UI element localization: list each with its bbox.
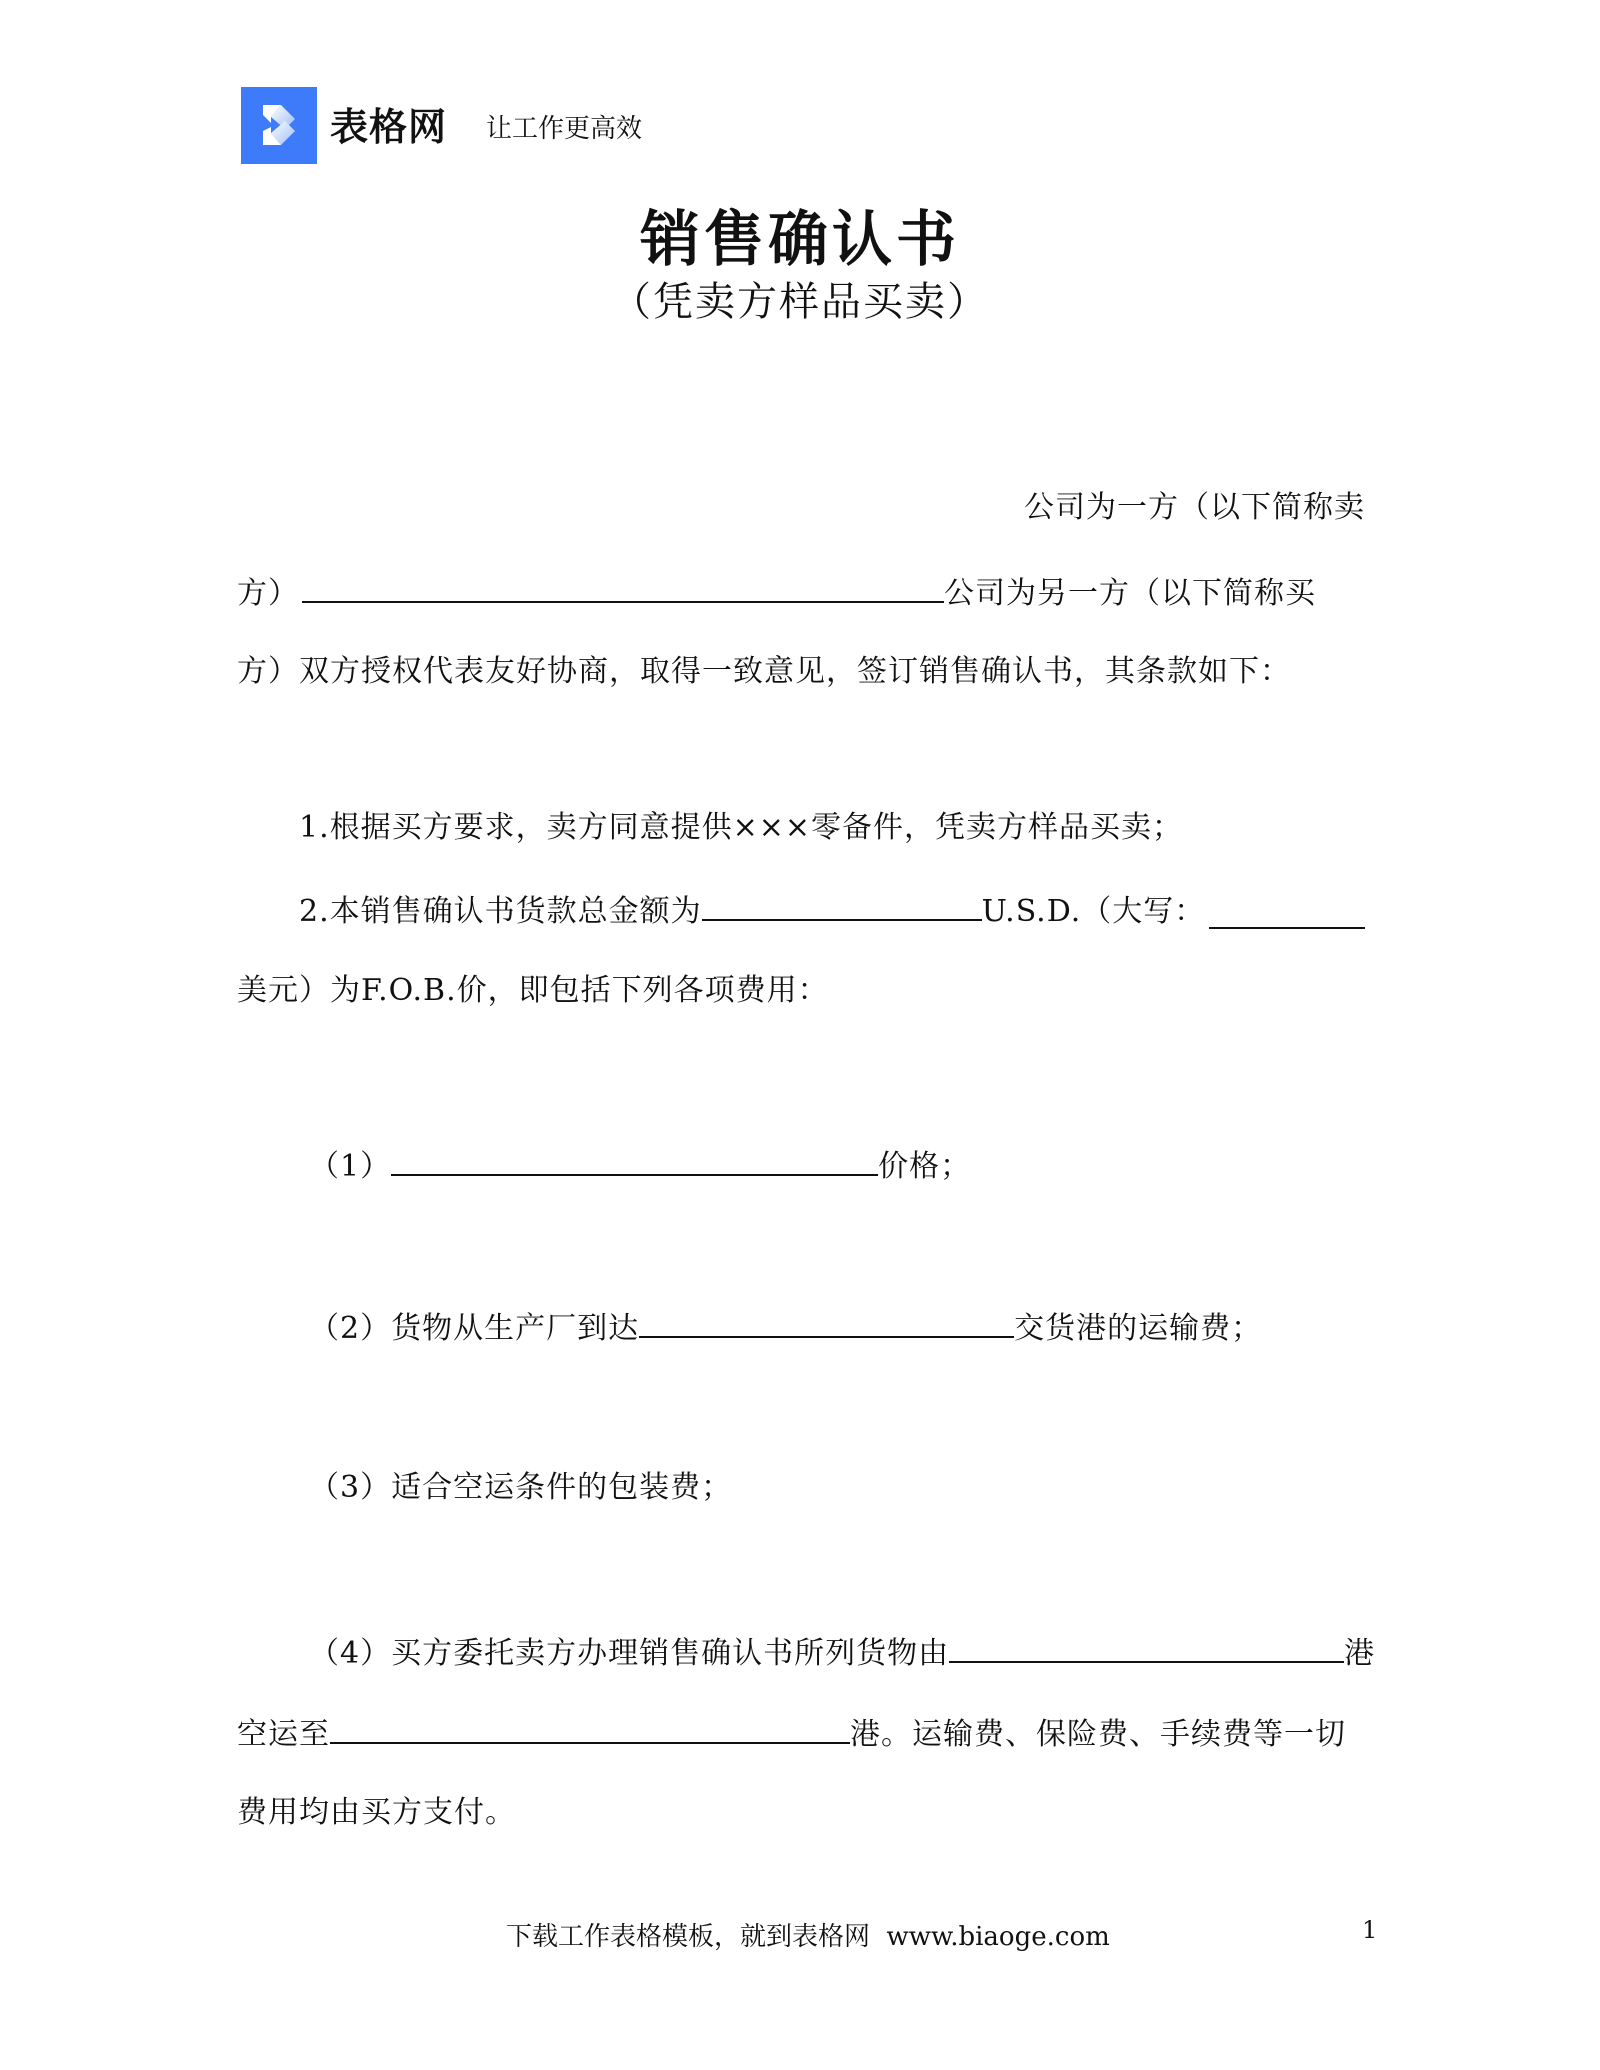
fee-item-4 bbox=[309, 1633, 1375, 1672]
intro-line-1: 公司为一方（以下简称卖 bbox=[1024, 490, 1365, 525]
intro-line-2-suffix: 公司为另一方（以下简称买 bbox=[944, 576, 1316, 611]
clause-2 bbox=[299, 891, 1205, 930]
logo-icon bbox=[241, 87, 317, 164]
fee-item-2-prefix: （2）货物从生产厂到达 bbox=[309, 1311, 640, 1346]
fee-item-1-suffix: 价格； bbox=[878, 1149, 972, 1184]
clause-2-prefix: 2.本销售确认书货款总金额为 bbox=[299, 894, 702, 929]
amount-in-words-blank[interactable] bbox=[1209, 893, 1365, 929]
fee-item-2-suffix: 交货港的运输费； bbox=[1014, 1311, 1263, 1346]
fee-item-4-suffix: 港 bbox=[1344, 1636, 1376, 1671]
page-number: 1 bbox=[1362, 1916, 1378, 1944]
fee-item-1-prefix: （1） bbox=[309, 1149, 392, 1184]
total-amount-blank[interactable] bbox=[702, 891, 982, 921]
intro-line-3: 方）双方授权代表友好协商，取得一致意见，签订销售确认书，其条款如下： bbox=[237, 654, 1291, 689]
fee-item-2 bbox=[309, 1308, 1262, 1347]
fee-item-4-continuation bbox=[237, 1714, 1346, 1753]
brand-name: 表格网 bbox=[330, 105, 448, 149]
fee-item-4-continuation-2: 费用均由买方支付。 bbox=[237, 1795, 516, 1830]
fee-item-4-cont-prefix: 空运至 bbox=[237, 1717, 330, 1752]
footer-text: 下载工作表格模板，就到表格网 www.biaoge.com bbox=[506, 1922, 1110, 1952]
fee-item-3: （3）适合空运条件的包装费； bbox=[309, 1470, 733, 1505]
intro-line-2 bbox=[237, 573, 1316, 612]
destination-port-blank[interactable] bbox=[330, 1714, 850, 1744]
origin-port-blank[interactable] bbox=[949, 1633, 1344, 1663]
brand-logo bbox=[241, 87, 317, 164]
seller-company-blank[interactable] bbox=[302, 573, 944, 603]
delivery-location-blank[interactable] bbox=[639, 1308, 1014, 1338]
intro-line-2-prefix: 方） bbox=[237, 576, 299, 611]
brand-slogan: 让工作更高效 bbox=[486, 114, 643, 144]
price-blank[interactable] bbox=[391, 1146, 878, 1176]
fee-item-4-prefix: （4）买方委托卖方办理销售确认书所列货物由 bbox=[309, 1636, 950, 1671]
clause-2-continuation: 美元）为F.O.B.价，即包括下列各项费用： bbox=[237, 973, 829, 1008]
fee-item-4-cont-suffix: 港。运输费、保险费、手续费等一切 bbox=[850, 1717, 1346, 1752]
clause-2-middle: U.S.D.（大写： bbox=[981, 894, 1206, 929]
fee-item-1 bbox=[309, 1146, 971, 1185]
document-subtitle: （凭卖方样品买卖） bbox=[611, 279, 989, 325]
document-title: 销售确认书 bbox=[640, 205, 960, 275]
clause-1: 1.根据买方要求，卖方同意提供×××零备件，凭卖方样品买卖； bbox=[299, 810, 1184, 845]
